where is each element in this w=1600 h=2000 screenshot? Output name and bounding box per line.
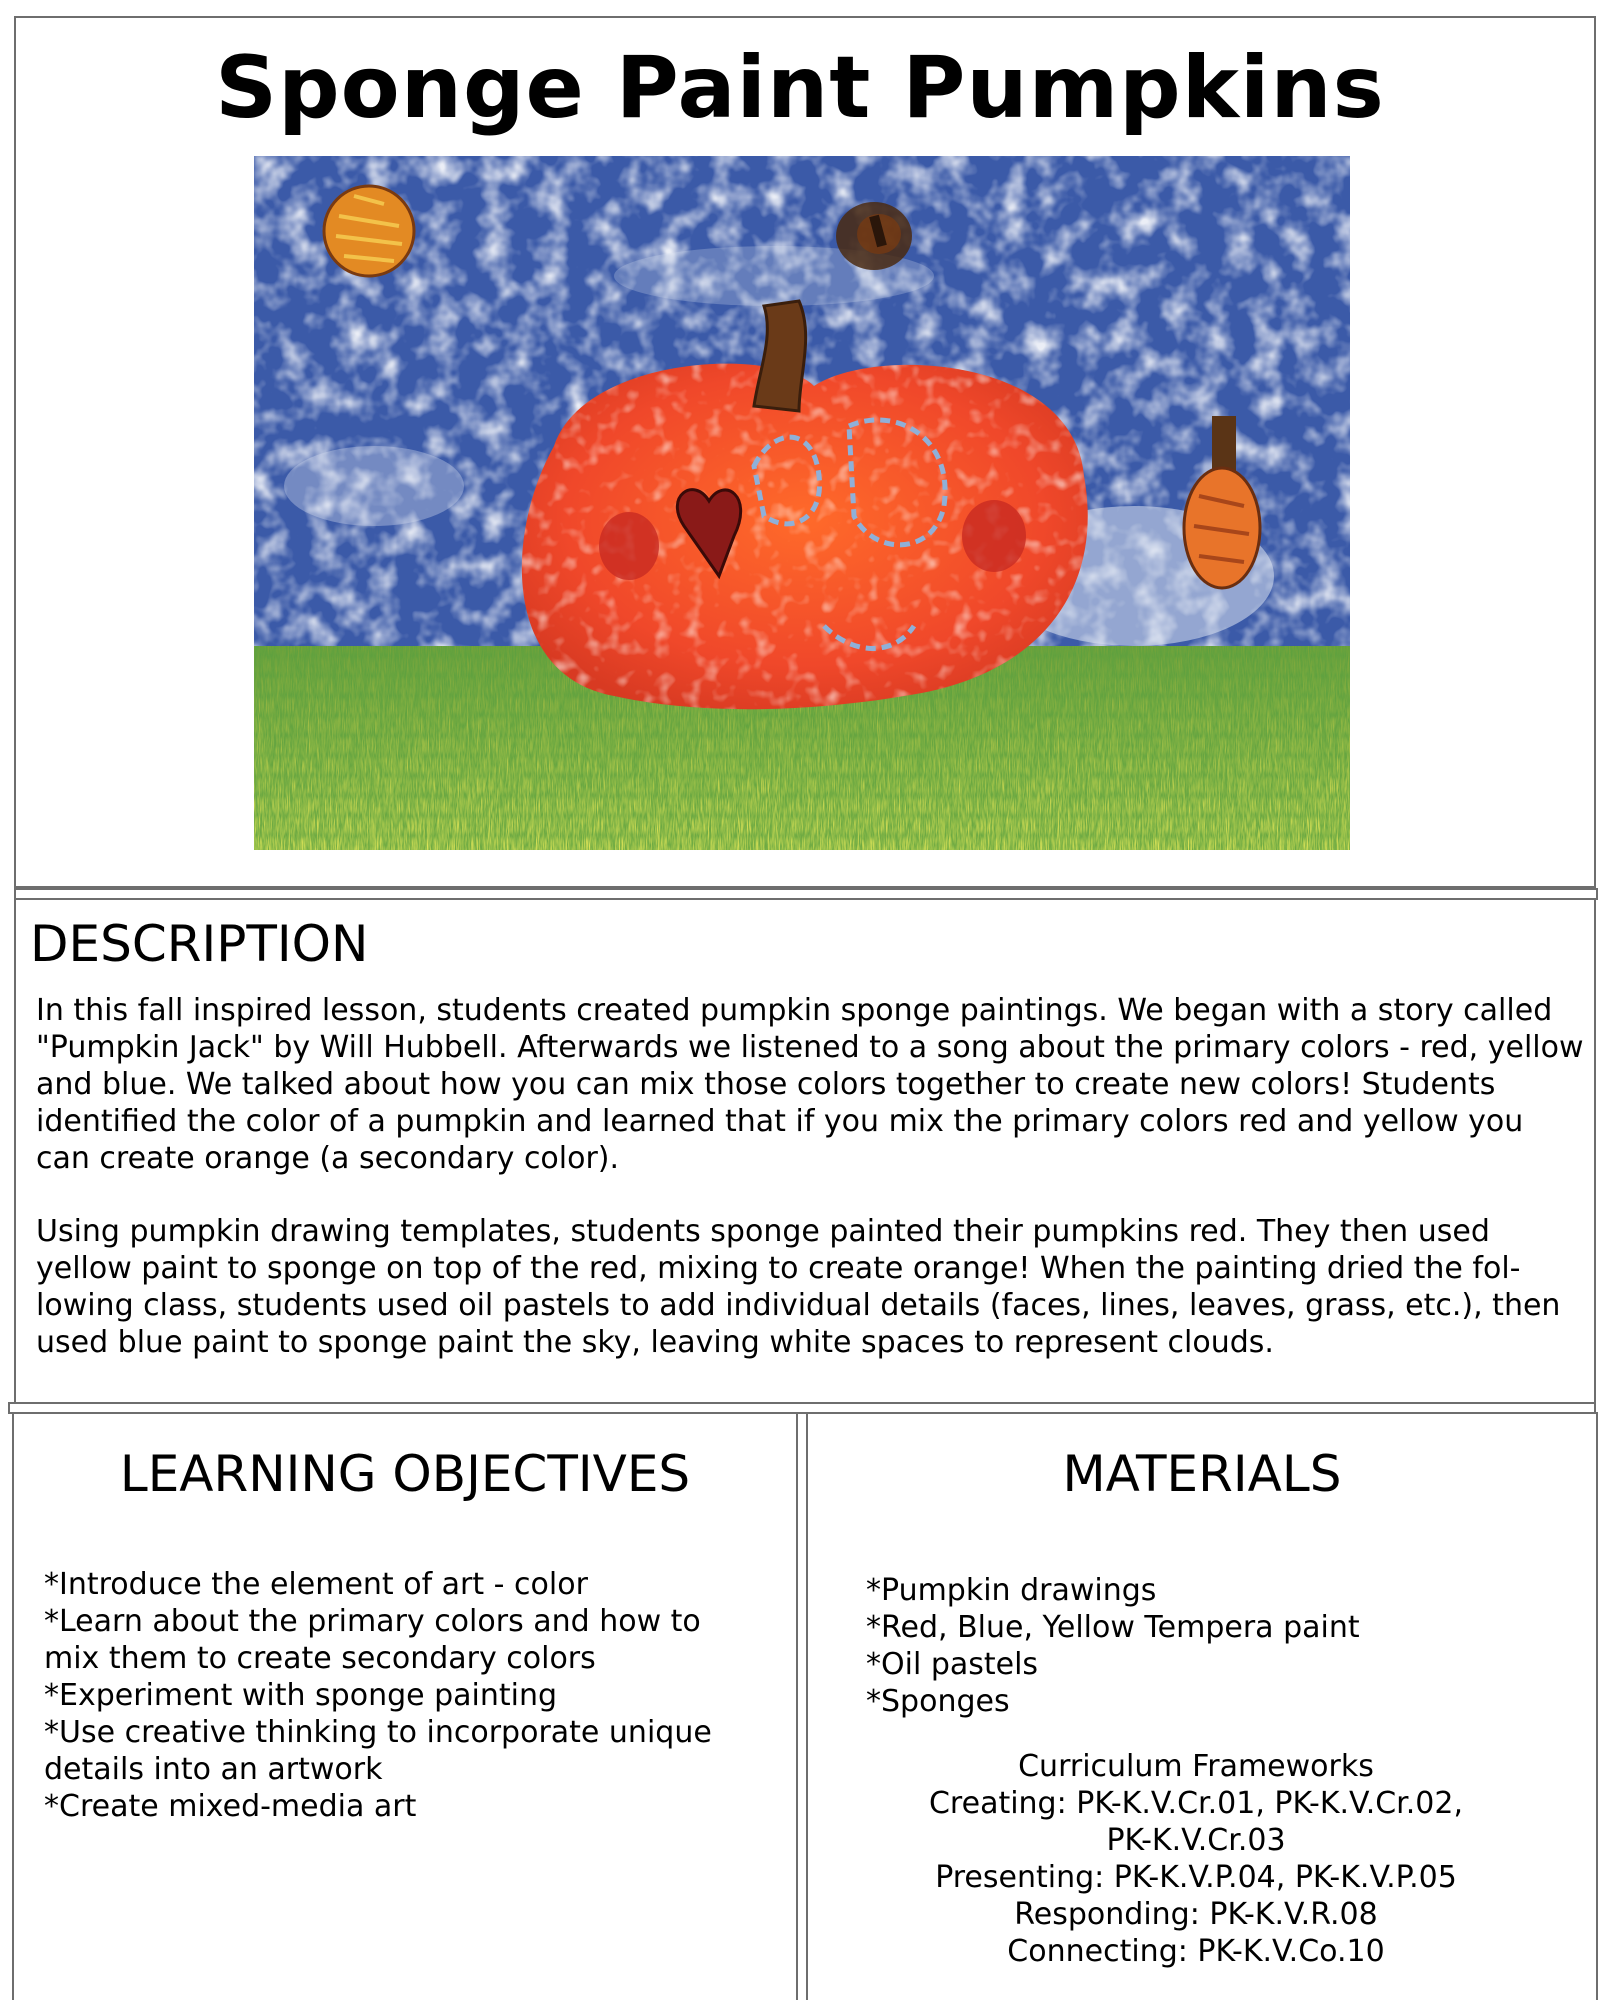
sun-shape bbox=[324, 186, 414, 276]
objectives-heading: LEARNING OBJECTIVES bbox=[119, 1445, 691, 1503]
list-item: *Oil pastels bbox=[866, 1647, 1039, 1682]
list-item: *Create mixed-media art bbox=[44, 1789, 417, 1824]
objectives-list bbox=[44, 1566, 764, 1825]
list-item: *Use creative thinking to incorporate unique details into an artwork bbox=[44, 1715, 712, 1787]
page-title: Sponge Paint Pumpkins bbox=[215, 38, 1385, 138]
description-paragraph: Using pumpkin drawing templates, students sponge painted their pumpkins red. They then used yellow paint to sponge on top of the red, mixing to create orange! When the painting dried the fol-lowing class, students used oil pastels to add individual details (faces, lines, leaves, grass, etc.), then used blue paint to sponge paint the sky, leaving white spaces to represent clouds. bbox=[36, 1214, 1561, 1360]
frameworks-line: Connecting: PK-K.V.Co.10 bbox=[1007, 1934, 1385, 1969]
description-paragraph: In this fall inspired lesson, students created pumpkin sponge paintings. We began with a story called "Pumpkin Jack" by Will Hubbell. Afterwards we listened to a song about the primary colors - red, yellow and blue. We talked about how you can mix those colors together to create new colors! Students identified the color of a pumpkin and learned that if you mix the primary colors red and yellow you can create orange (a secondary color). bbox=[36, 993, 1584, 1176]
description-heading: DESCRIPTION bbox=[30, 915, 369, 973]
materials-list bbox=[866, 1572, 1566, 1720]
description-body bbox=[36, 992, 1584, 1397]
pumpkin-artwork-image bbox=[254, 156, 1350, 850]
list-item: *Learn about the primary colors and how to mix them to create secondary colors bbox=[44, 1604, 701, 1676]
frameworks-line: Presenting: PK-K.V.P.04, PK-K.V.P.05 bbox=[935, 1860, 1457, 1895]
frameworks-heading: Curriculum Frameworks bbox=[1018, 1749, 1374, 1784]
list-item: *Red, Blue, Yellow Tempera paint bbox=[866, 1610, 1360, 1645]
section-divider bbox=[14, 888, 1598, 900]
list-item: *Pumpkin drawings bbox=[866, 1573, 1157, 1608]
list-item: *Introduce the element of art - color bbox=[44, 1567, 588, 1602]
materials-heading: MATERIALS bbox=[1062, 1445, 1342, 1503]
list-item: *Sponges bbox=[866, 1684, 1010, 1719]
frameworks-line: Responding: PK-K.V.R.08 bbox=[1014, 1897, 1378, 1932]
list-item: *Experiment with sponge painting bbox=[44, 1678, 558, 1713]
curriculum-frameworks bbox=[806, 1748, 1586, 1970]
frameworks-line: PK-K.V.Cr.03 bbox=[1106, 1823, 1286, 1858]
frameworks-line: Creating: PK-K.V.Cr.01, PK-K.V.Cr.02, bbox=[928, 1786, 1464, 1821]
